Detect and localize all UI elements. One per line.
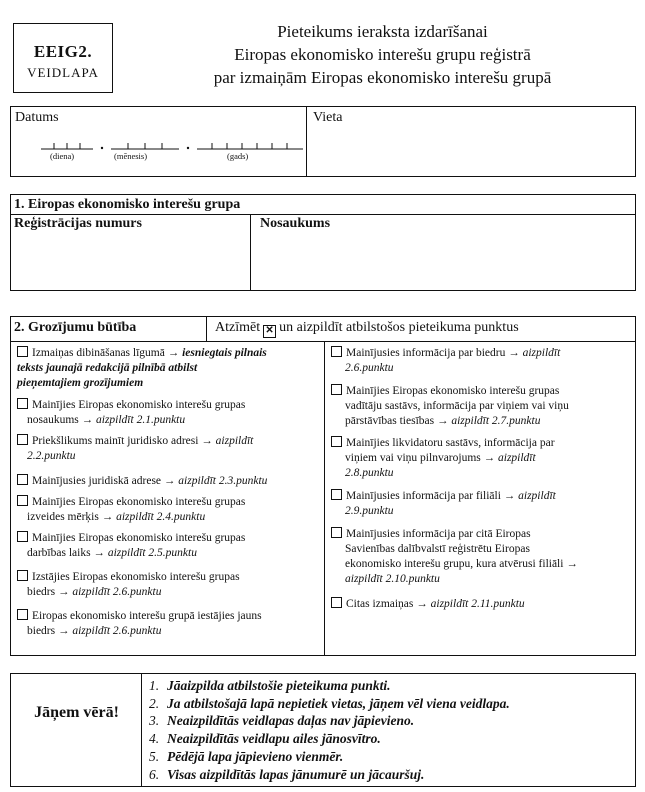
note-item: 6. Visas aizpildītās lapas jānumurē un jācauršuj. [149,766,425,782]
checkbox[interactable] [331,489,342,500]
left-item-1[interactable]: Izmaiņas dibināšanas līgumā → iesniegtais pilnais teksts jaunajā redakcijā pilnībā atbilst pieņemtajiem grozījumiem [17,347,267,389]
day-label: (diena) [50,151,75,161]
checkbox[interactable] [17,570,28,581]
left-item-4[interactable]: Mainījusies juridiskā adrese → aizpildīt 2.3.punktu [17,474,317,489]
date-cell [11,107,307,176]
left-item-8[interactable]: Eiropas ekonomisko interešu grupā iestājies jauns biedrs → aizpildīt 2.6.punktu [17,609,317,639]
date-label: Datums [15,110,59,125]
name-label: Nosaukums [260,216,331,231]
note-item: 3. Neaizpildītās veidlapas daļas nav jāpievieno. [149,713,415,729]
year-label: (gads) [227,151,249,161]
left-item-5[interactable]: Mainījies Eiropas ekonomisko interešu grupas izveides mērķis → aizpildīt 2.4.punktu [17,495,317,525]
form-code-box [13,23,113,93]
section-2-column-divider [324,342,325,655]
checked-box-icon: ✕ [263,325,276,338]
title-line-3: par izmaiņām Eiropas ekonomisko interešu grupā [213,68,552,87]
right-item-5[interactable]: Mainījusies informācija par citā Eiropas Savienības dalībvalstī reģistrētu Eiropas ekonomisko interešu grupu, kura atvērusi filiāli → aizpildīt 2.10.punktu [331,527,631,587]
section-2-heading-cell [11,317,207,341]
form-type: VEIDLAPA [27,65,99,80]
left-item-2[interactable]: Mainījies Eiropas ekonomisko interešu grupas nosaukums → aizpildīt 2.1.punktu [17,398,317,428]
right-item-2[interactable]: Mainījies Eiropas ekonomisko interešu grupas vadītāju sastāvs, informācija par viņiem vai viņu pārstāvības tiesības → aizpildīt 2.7.punktu [331,384,631,429]
left-item-3[interactable]: Priekšlikums mainīt juridisko adresi → aizpildīt 2.2.punktu [17,434,317,464]
checkbox[interactable] [17,434,28,445]
reg-number-cell[interactable] [11,215,251,290]
right-item-1[interactable]: Mainījusies informācija par biedru → aizpildīt 2.6.punktu [331,346,631,376]
notes-list [149,677,634,783]
name-cell[interactable] [252,215,635,290]
left-item-7[interactable]: Izstājies Eiropas ekonomisko interešu grupas biedrs → aizpildīt 2.6.punktu [17,570,317,600]
checkbox[interactable] [17,398,28,409]
note-item: 4. Neaizpildītās veidlapu ailes jānosvītro. [149,731,381,747]
place-label: Vieta [313,110,343,125]
date-place-box [10,106,636,177]
right-item-3[interactable]: Mainījies likvidatoru sastāvs, informācija par viņiem vai viņu pilnvarojums → aizpildīt 2.8.punktu [331,436,631,481]
date-fields[interactable] [41,137,311,167]
month-label: (mēnesis) [114,151,148,161]
checkbox[interactable] [17,609,28,620]
checkbox[interactable] [331,527,342,538]
checkbox[interactable] [17,531,28,542]
checkbox[interactable] [331,436,342,447]
notes-heading: Jāņem vērā! [34,704,119,721]
instruction-post: un aizpildīt atbilstošos pieteikuma punktus [279,320,519,335]
form-title [125,20,640,89]
checkbox[interactable] [17,346,28,357]
notes-heading-cell [11,674,142,786]
checkbox[interactable] [331,597,342,608]
title-line-2: Eiropas ekonomisko interešu grupu reģistrā [234,45,531,64]
checkbox[interactable] [17,474,28,485]
left-item-6[interactable]: Mainījies Eiropas ekonomisko interešu grupas darbības laiks → aizpildīt 2.5.punktu [17,531,317,561]
instruction-pre: Atzīmēt [215,320,261,335]
checkbox[interactable] [331,346,342,357]
section-2-divider [11,341,635,342]
form-code: EEIG2. [33,42,93,61]
notes-box [10,673,636,787]
section-2-instruction [215,320,519,338]
note-item: 5. Pēdējā lapa jāpievieno vienmēr. [149,748,344,764]
note-item: 2. Ja atbilstošajā lapā nepietiek vietas, jāņem vēl viena veidlapa. [149,695,510,711]
right-item-6[interactable]: Citas izmaiņas → aizpildīt 2.11.punktu [331,597,631,612]
right-item-4[interactable]: Mainījusies informācija par filiāli → aizpildīt 2.9.punktu [331,489,631,519]
section-2-heading: 2. Grozījumu būtība [14,320,137,335]
section-1-heading: 1. Eiropas ekonomisko interešu grupa [14,197,241,212]
reg-number-label: Reģistrācijas numurs [14,216,142,231]
title-line-1: Pieteikums ieraksta izdarīšanai [277,22,488,41]
checkbox[interactable] [17,495,28,506]
section-1-box [10,194,636,291]
checkbox[interactable] [331,384,342,395]
note-item: 1. Jāaizpilda atbilstošie pieteikuma punkti. [149,678,391,693]
